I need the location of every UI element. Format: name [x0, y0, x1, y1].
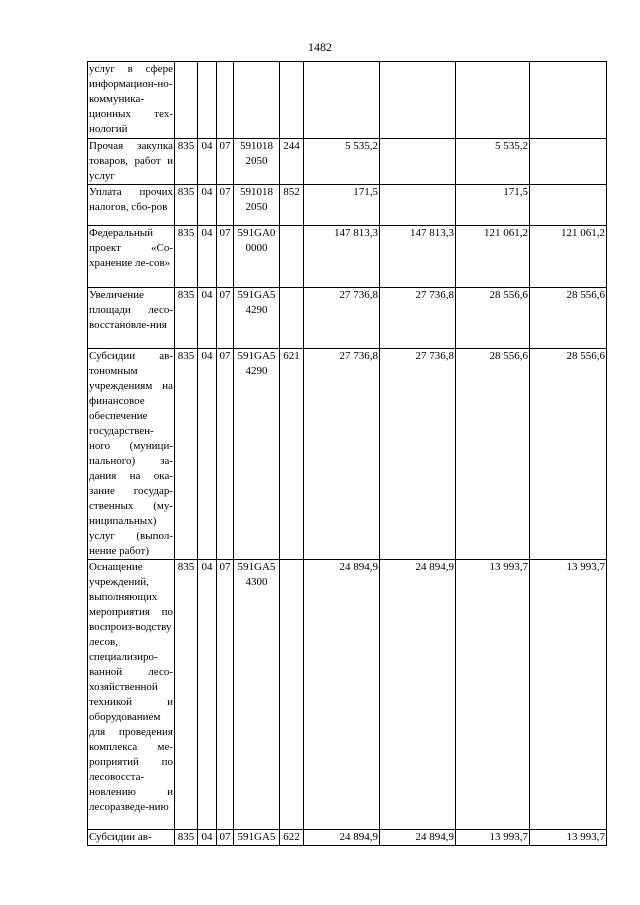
- vr-cell: [280, 288, 304, 349]
- sum-2-cell: [380, 139, 456, 185]
- sum-2-cell: 147 813,3: [380, 226, 456, 288]
- vr-cell: 622: [280, 830, 304, 846]
- glava-cell: 835: [175, 226, 198, 288]
- sum-1-cell: 27 736,8: [304, 349, 380, 560]
- sum-1-cell: 147 813,3: [304, 226, 380, 288]
- rz-cell: 04: [198, 830, 217, 846]
- glava-cell: 835: [175, 830, 198, 846]
- table-row: [88, 560, 607, 830]
- table-row: [88, 288, 607, 349]
- row-name-cell: Федеральный проект «Со-хранение ле-сов»: [88, 226, 175, 288]
- glava-cell: [175, 62, 198, 139]
- table-row: [88, 830, 607, 846]
- sum-2-cell: 24 894,9: [380, 560, 456, 830]
- sum-1-cell: 171,5: [304, 185, 380, 226]
- page-number: 1482: [308, 40, 332, 54]
- table-row: [88, 185, 607, 226]
- sum-3-cell: 13 993,7: [456, 560, 530, 830]
- sum-1-cell: 5 535,2: [304, 139, 380, 185]
- sum-3-cell: 28 556,6: [456, 288, 530, 349]
- table-row: [88, 349, 607, 560]
- sum-2-cell: [380, 185, 456, 226]
- vr-cell: 244: [280, 139, 304, 185]
- glava-cell: 835: [175, 185, 198, 226]
- rz-cell: 04: [198, 139, 217, 185]
- sum-3-cell: 121 061,2: [456, 226, 530, 288]
- csr-cell: 591018 2050: [234, 185, 280, 226]
- budget-table: [87, 61, 607, 846]
- sum-4-cell: 28 556,6: [530, 349, 607, 560]
- sum-1-cell: 24 894,9: [304, 830, 380, 846]
- csr-cell: 591GA5: [234, 830, 280, 846]
- table-row: [88, 226, 607, 288]
- sum-1-cell: 27 736,8: [304, 288, 380, 349]
- rz-cell: 04: [198, 560, 217, 830]
- sum-2-cell: 27 736,8: [380, 288, 456, 349]
- sum-4-cell: 28 556,6: [530, 288, 607, 349]
- rz-cell: 04: [198, 185, 217, 226]
- csr-cell: [234, 62, 280, 139]
- csr-cell: 591GA5 4290: [234, 349, 280, 560]
- sum-1-cell: 24 894,9: [304, 560, 380, 830]
- rz-cell: 04: [198, 288, 217, 349]
- row-name-cell: Субсидии ав-: [88, 830, 175, 846]
- pr-cell: 07: [217, 288, 234, 349]
- glava-cell: 835: [175, 288, 198, 349]
- row-name-cell: Оснащение учреждений, выполняющих мероприятия по воспроиз-водству лесов, специализиро-ванной лесо-хозяйственной техникой и оборудованием для проведения комплекса ме-роприятий по лесовосста-новлению и лесоразведе-нию: [88, 560, 175, 830]
- row-name-cell: Увеличение площади лесо-восстановле-ния: [88, 288, 175, 349]
- sum-2-cell: 24 894,9: [380, 830, 456, 846]
- sum-4-cell: 121 061,2: [530, 226, 607, 288]
- sum-4-cell: 13 993,7: [530, 560, 607, 830]
- vr-cell: [280, 62, 304, 139]
- glava-cell: 835: [175, 139, 198, 185]
- sum-2-cell: [380, 62, 456, 139]
- csr-cell: 591GA5 4300: [234, 560, 280, 830]
- vr-cell: [280, 560, 304, 830]
- sum-3-cell: [456, 62, 530, 139]
- vr-cell: 621: [280, 349, 304, 560]
- row-name-cell: Субсидии ав-тономным учреждениям на финансовое обеспечение государствен-ного (муници-пального) за-дания на ока-зание государ-ственных (му-ниципальных) услуг (выпол-нение работ): [88, 349, 175, 560]
- table-row: [88, 139, 607, 185]
- pr-cell: 07: [217, 226, 234, 288]
- rz-cell: 04: [198, 349, 217, 560]
- sum-2-cell: 27 736,8: [380, 349, 456, 560]
- table-row: [88, 62, 607, 139]
- pr-cell: 07: [217, 185, 234, 226]
- glava-cell: 835: [175, 560, 198, 830]
- sum-3-cell: 13 993,7: [456, 830, 530, 846]
- vr-cell: [280, 226, 304, 288]
- row-name-cell: Прочая закупка товаров, работ и услуг: [88, 139, 175, 185]
- rz-cell: [198, 62, 217, 139]
- pr-cell: [217, 62, 234, 139]
- pr-cell: 07: [217, 349, 234, 560]
- sum-4-cell: [530, 139, 607, 185]
- pr-cell: 07: [217, 560, 234, 830]
- csr-cell: 591GA5 4290: [234, 288, 280, 349]
- sum-3-cell: 5 535,2: [456, 139, 530, 185]
- sum-4-cell: [530, 185, 607, 226]
- pr-cell: 07: [217, 139, 234, 185]
- row-name-cell: Уплата прочих налогов, сбо-ров: [88, 185, 175, 226]
- csr-cell: 591GA0 0000: [234, 226, 280, 288]
- glava-cell: 835: [175, 349, 198, 560]
- sum-4-cell: 13 993,7: [530, 830, 607, 846]
- sum-4-cell: [530, 62, 607, 139]
- pr-cell: 07: [217, 830, 234, 846]
- sum-1-cell: [304, 62, 380, 139]
- row-name-cell: услуг в сфере информацион-но-коммуника-ционных тех-нологий: [88, 62, 175, 139]
- sum-3-cell: 171,5: [456, 185, 530, 226]
- rz-cell: 04: [198, 226, 217, 288]
- csr-cell: 591018 2050: [234, 139, 280, 185]
- sum-3-cell: 28 556,6: [456, 349, 530, 560]
- vr-cell: 852: [280, 185, 304, 226]
